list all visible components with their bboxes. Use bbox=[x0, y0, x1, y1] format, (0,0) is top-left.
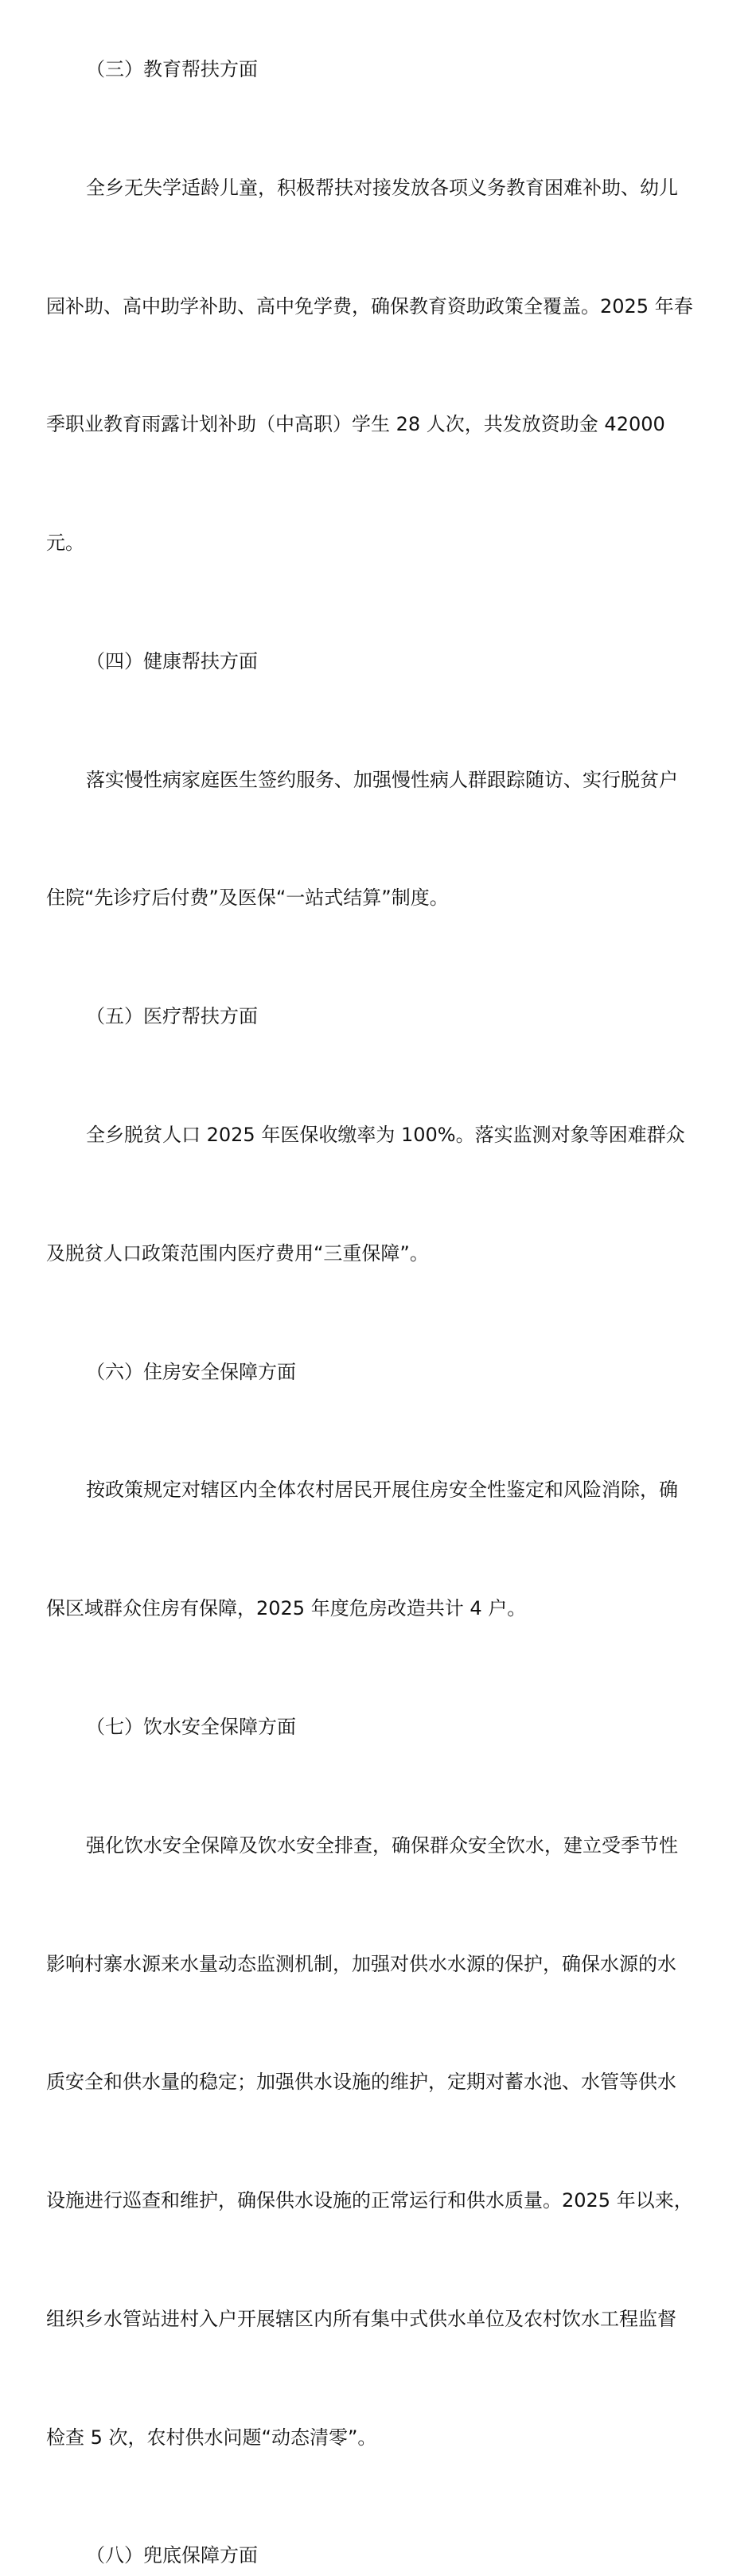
paragraph-line: 住院“先诊疗后付费”及医保“一站式结算”制度。 bbox=[46, 887, 449, 910]
paragraph-line: 按政策规定对辖区内全体农村居民开展住房安全性鉴定和风险消除，确 bbox=[86, 1479, 678, 1502]
paragraph-line: 落实慢性病家庭医生签约服务、加强慢性病人群跟踪随访、实行脱贫户 bbox=[86, 768, 678, 791]
paragraph-line: 设施进行巡查和维护，确保供水设施的正常运行和供水质量。2025 年以来， bbox=[46, 2189, 693, 2212]
section-heading-health: （四）健康帮扶方面 bbox=[86, 649, 258, 672]
paragraph-line: 全乡脱贫人口 2025 年医保收缴率为 100%。落实监测对象等困难群众 bbox=[86, 1124, 685, 1147]
section-heading-medical: （五）医疗帮扶方面 bbox=[86, 1005, 258, 1028]
paragraph-line: 保区域群众住房有保障，2025 年度危房改造共计 4 户。 bbox=[46, 1597, 527, 1620]
section-paragraph-health bbox=[46, 682, 710, 998]
document-page bbox=[46, 50, 710, 2576]
section-paragraph-education bbox=[46, 90, 710, 642]
section-paragraph-medical bbox=[46, 1037, 710, 1353]
paragraph-line: 全乡无失学适龄儿童，积极帮扶对接发放各项义务教育困难补助、幼儿 bbox=[86, 176, 678, 199]
section-heading-water: （七）饮水安全保障方面 bbox=[86, 1715, 296, 1738]
section-heading-housing: （六）住房安全保障方面 bbox=[86, 1360, 296, 1383]
section-heading-education: （三）教育帮扶方面 bbox=[86, 58, 258, 80]
paragraph-line: 园补助、高中助学补助、高中免学费，确保教育资助政策全覆盖。2025 年春 bbox=[46, 294, 693, 318]
section-paragraph-water bbox=[46, 1748, 710, 2537]
paragraph-line: 质安全和供水量的稳定；加强供水设施的维护，定期对蓄水池、水管等供水 bbox=[46, 2071, 676, 2094]
section-heading-safety-net: （八）兜底保障方面 bbox=[86, 2544, 258, 2567]
paragraph-line: 元。 bbox=[46, 532, 84, 555]
paragraph-line: 影响村寨水源来水量动态监测机制，加强对供水水源的保护，确保水源的水 bbox=[46, 1952, 676, 1975]
paragraph-line: 及脱贫人口政策范围内医疗费用“三重保障”。 bbox=[46, 1241, 429, 1265]
paragraph-line: 季职业教育雨露计划补助（中高职）学生 28 人次，共发放资助金 42000 bbox=[46, 413, 665, 436]
paragraph-line: 组织乡水管站进村入户开展辖区内所有集中式供水单位及农村饮水工程监督 bbox=[46, 2307, 676, 2330]
section-paragraph-housing bbox=[46, 1392, 710, 1708]
paragraph-line: 检查 5 次，农村供水问题“动态清零”。 bbox=[46, 2426, 377, 2449]
paragraph-line: 强化饮水安全保障及饮水安全排查，确保群众安全饮水，建立受季节性 bbox=[86, 1834, 678, 1857]
